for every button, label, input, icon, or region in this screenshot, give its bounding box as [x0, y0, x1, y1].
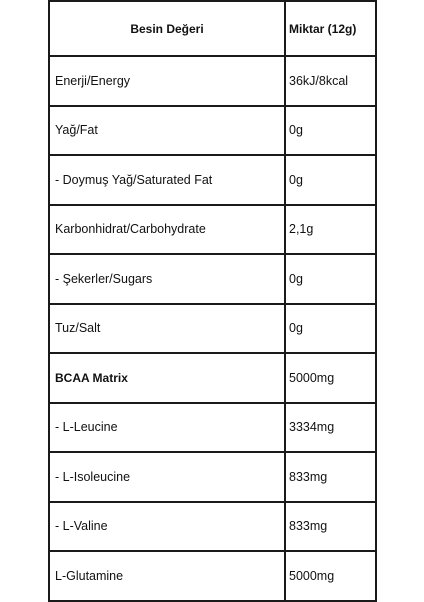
table-row-saturated-fat — [49, 155, 376, 205]
nutrient-amount: 3334mg — [285, 403, 376, 453]
nutrient-name: Enerji/Energy — [49, 56, 285, 106]
table-row-sugars — [49, 254, 376, 304]
nutrition-facts-table — [48, 0, 377, 602]
table-row-fat — [49, 106, 376, 156]
nutrient-name: L-Glutamine — [49, 551, 285, 601]
table-row-l-isoleucine — [49, 452, 376, 502]
nutrient-amount: 0g — [285, 155, 376, 205]
nutrient-name: - L-Valine — [49, 502, 285, 552]
nutrient-name: Tuz/Salt — [49, 304, 285, 354]
nutrient-name: - L-Isoleucine — [49, 452, 285, 502]
nutrient-amount: 5000mg — [285, 551, 376, 601]
header-amount: Miktar (12g) — [285, 1, 376, 56]
table-row-energy — [49, 56, 376, 106]
table-row-carbohydrate — [49, 205, 376, 255]
nutrient-amount: 36kJ/8kcal — [285, 56, 376, 106]
table-row-salt — [49, 304, 376, 354]
nutrient-amount: 833mg — [285, 502, 376, 552]
header-nutrient: Besin Değeri — [49, 1, 285, 56]
nutrient-name: - L-Leucine — [49, 403, 285, 453]
nutrient-amount: 5000mg — [285, 353, 376, 403]
table-row-bcaa-matrix — [49, 353, 376, 403]
nutrient-amount: 833mg — [285, 452, 376, 502]
table-header-row — [49, 1, 376, 56]
table-row-l-valine — [49, 502, 376, 552]
table-row-l-glutamine — [49, 551, 376, 601]
nutrient-amount: 0g — [285, 106, 376, 156]
nutrient-name: - Doymuş Yağ/Saturated Fat — [49, 155, 285, 205]
nutrient-name: Karbonhidrat/Carbohydrate — [49, 205, 285, 255]
table-row-l-leucine — [49, 403, 376, 453]
nutrient-name: BCAA Matrix — [49, 353, 285, 403]
nutrient-name: - Şekerler/Sugars — [49, 254, 285, 304]
nutrient-amount: 2,1g — [285, 205, 376, 255]
nutrient-amount: 0g — [285, 254, 376, 304]
nutrient-amount: 0g — [285, 304, 376, 354]
nutrient-name: Yağ/Fat — [49, 106, 285, 156]
